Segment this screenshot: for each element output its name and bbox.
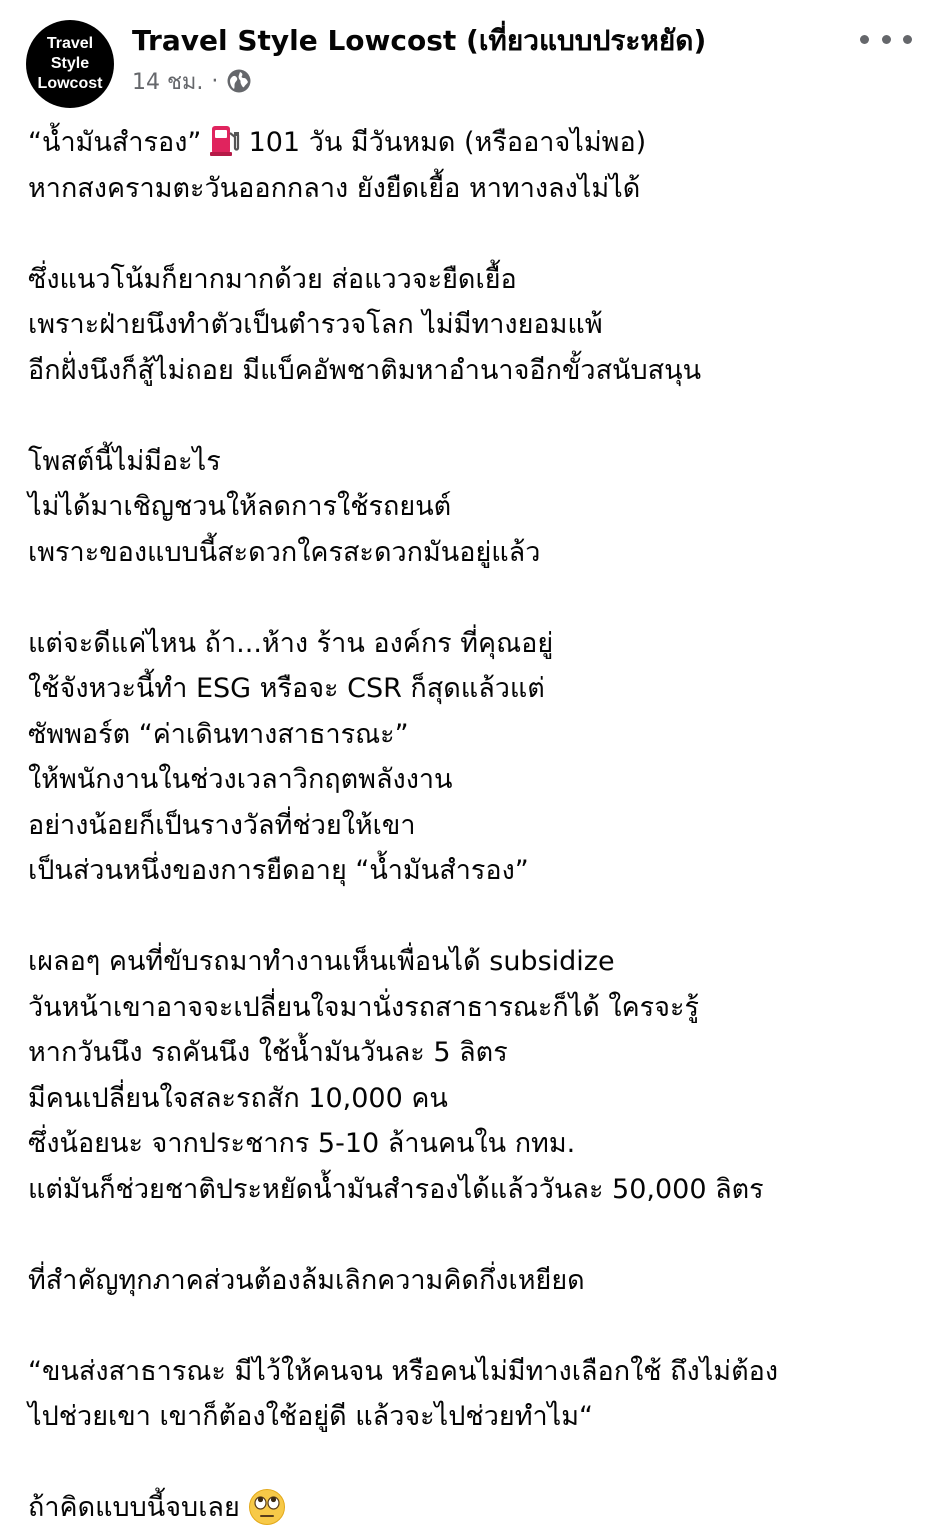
- paragraph-gap: [28, 894, 918, 940]
- globe-icon: [226, 68, 252, 94]
- post-line-1-end: 101 วัน มีวันหมด (หรืออาจไม่พอ): [248, 127, 647, 158]
- post-line-13: อย่างน้อยก็เป็นรางวัลที่ช่วยให้เขา: [28, 809, 416, 841]
- more-horizontal-icon-dot-2: [882, 35, 891, 44]
- rolling-eyes-emoji-icon: [248, 1488, 286, 1526]
- post-line-10: ใช้จังหวะนี้ทำ ESG หรือจะ CSR ก็สุดแล้วแต่: [28, 673, 545, 704]
- post-line-22: “ขนส่งสาธารณะ มีไว้ให้คนจน หรือคนไม่มีทางเลือกใช้ ถึงไม่ต้อง: [28, 1355, 779, 1387]
- more-options-button[interactable]: [860, 26, 912, 52]
- post-line-7: ไม่ได้มาเชิญชวนให้ลดการใช้รถยนต์: [28, 491, 452, 522]
- paragraph-gap: [28, 1212, 918, 1258]
- post-line-21: ที่สำคัญทุกภาคส่วนต้องล้มเลิกความคิดกึ่งเหยียด: [28, 1264, 585, 1296]
- avatar-text-line-2: Style: [50, 55, 90, 72]
- paragraph-gap: [28, 575, 918, 621]
- paragraph-gap: [28, 393, 918, 439]
- post-meta: [132, 66, 252, 96]
- post-line-8: เพราะของแบบนี้สะดวกใครสะดวกมันอยู่แล้ว: [28, 536, 541, 568]
- post-line-18: มีคนเปลี่ยนใจสละรถสัก 10,000 คน: [28, 1082, 448, 1114]
- meta-separator: ·: [211, 68, 219, 94]
- more-horizontal-icon-dot-3: [903, 35, 912, 44]
- post-line-14: เป็นส่วนหนึ่งของการยืดอายุ “น้ำมันสำรอง”: [28, 855, 529, 886]
- more-horizontal-icon-dot-1: [860, 35, 869, 44]
- post-line-4: เพราะฝ่ายนึงทำตัวเป็นตำรวจโลก ไม่มีทางยอมแพ้: [28, 309, 603, 340]
- post-line-5: อีกฝั่งนึงก็สู้ไม่ถอย มีแบ็คอัพชาติมหาอำนาจอีกขั้วสนับสนุน: [28, 354, 702, 386]
- avatar-text-line-1: Travel: [46, 35, 94, 52]
- post-line-2: หากสงครามตะวันออกกลาง ยังยืดเยื้อ หาทางลงไม่ได้: [28, 172, 641, 204]
- post-line-11: ซัพพอร์ต “ค่าเดินทางสาธารณะ”: [28, 718, 409, 750]
- page-avatar[interactable]: [26, 20, 114, 108]
- paragraph-gap: [28, 211, 918, 257]
- avatar-text-line-3: Lowcost: [37, 75, 103, 92]
- post-line-9: แต่จะดีแค่ไหน ถ้า...ห้าง ร้าน องค์กร ที่คุณอยู่: [28, 627, 554, 659]
- post-line-23: ไปช่วยเขา เขาก็ต้องใช้อยู่ดี แล้วจะไปช่วยทำไม“: [28, 1401, 594, 1432]
- post-line-20: แต่มันก็ช่วยชาติประหยัดน้ำมันสำรองได้แล้ววันละ 50,000 ลิตร: [28, 1173, 764, 1205]
- post-line-1-start: “น้ำมันสำรอง”: [28, 127, 202, 158]
- paragraph-gap: [28, 1303, 918, 1349]
- post-line-12: ให้พนักงานในช่วงเวลาวิกฤตพลังงาน: [28, 764, 453, 795]
- post-timestamp[interactable]: 14 ชม.: [132, 69, 204, 95]
- post-line-24-text: ถ้าคิดแบบนี้จบเลย: [28, 1492, 240, 1523]
- post-line-6: โพสต์นี้ไม่มีอะไร: [28, 445, 221, 477]
- post-line-3: ซึ่งแนวโน้มก็ยากมากด้วย ส่อแววจะยืดเยื้อ: [28, 263, 517, 295]
- paragraph-gap: [28, 1440, 918, 1486]
- fuel-pump-icon: [210, 123, 240, 157]
- post-header: [0, 0, 934, 115]
- page-name-link[interactable]: Travel Style Lowcost (เที่ยวแบบประหยัด): [132, 24, 707, 57]
- post-line-15: เผลอๆ คนที่ขับรถมาทำงานเห็นเพื่อนได้ subsidize: [28, 946, 615, 977]
- post-line-17: หากวันนึง รถคันนึง ใช้น้ำมันวันละ 5 ลิตร: [28, 1037, 508, 1068]
- post-line-19: ซึ่งน้อยนะ จากประชากร 5-10 ล้านคนใน กทม.: [28, 1128, 576, 1159]
- post-line-16: วันหน้าเขาอาจจะเปลี่ยนใจมานั่งรถสาธารณะก็ได้ ใครจะรู้: [28, 991, 699, 1023]
- post-text: [28, 120, 918, 1531]
- post-line-24: [28, 1485, 918, 1531]
- post-line-1: [28, 120, 918, 166]
